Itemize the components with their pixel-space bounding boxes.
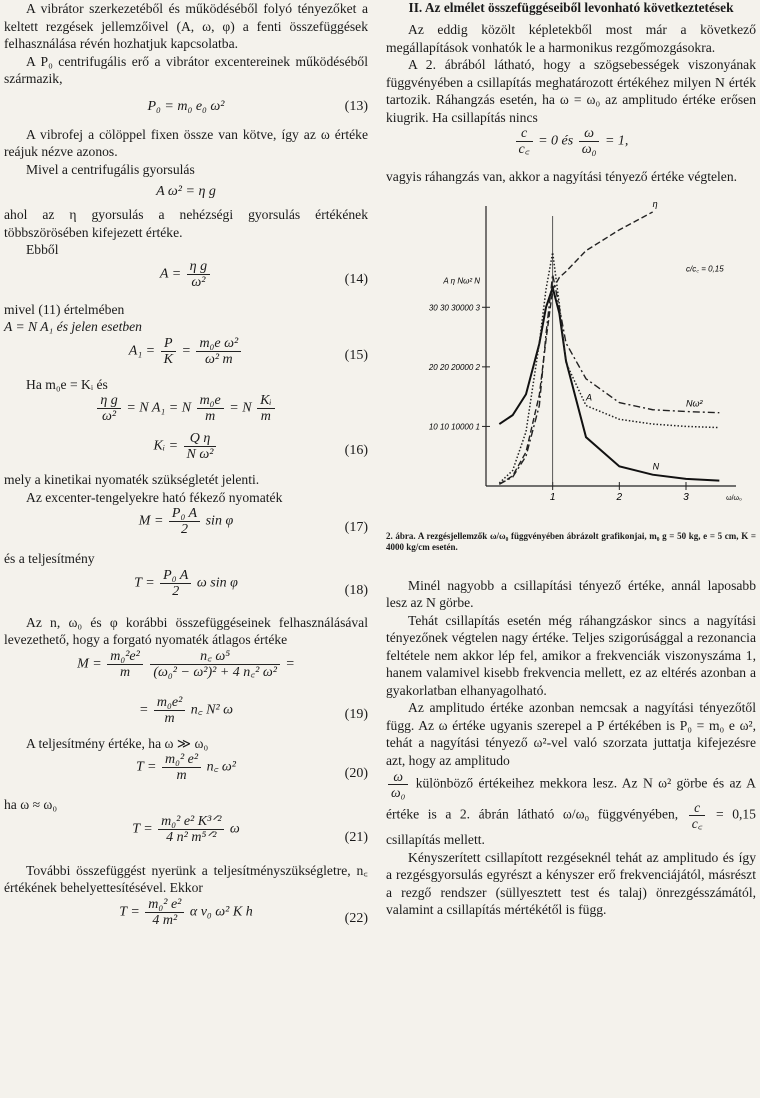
x-tick-label: 2	[616, 491, 623, 503]
paragraph: Kényszerített csillapított rezgéseknél tehát az amplitudo és így a rezgésgyorsulás egyrészt a kényszer erő frekvenciájától, másrészt a rezgő rendszer (süllyesztett test és talaj) önrezgésszámától, valamint a csillapítás mértékétől is függ.	[386, 849, 756, 917]
paragraph: mivel (11) értelmében	[4, 301, 125, 317]
paragraph: A teljesítmény értéke, ha ω ≫ ω₀	[26, 735, 209, 751]
equation-ki: $\frac{\text{η g}}{\text{ω²}}$ = N A₁ = N $\frac{\text{m₀e}}{m}$ = N $\frac{\text{Kᵢ}}{m}$	[4, 393, 368, 431]
resonance-chart	[386, 186, 756, 526]
y-tick-label: 20 20 20000 2	[428, 362, 480, 372]
paragraph: Az excenter-tengelyekre ható fékező nyomaték	[26, 489, 283, 505]
equation-no-damping: $\frac{c}{c꜀}$ = 0 és $\frac{\omega}{\text{ω₀}}$ = 1,	[386, 126, 756, 168]
equation-19: = $\frac{\text{m₀e²}}{m}$ n꜀ N² ω (19)	[138, 694, 368, 726]
series-label: A	[586, 392, 593, 403]
y-tick-label: 10 10 10000 1	[428, 421, 480, 431]
series-line-n-omega2	[499, 274, 719, 484]
figure-caption: 2. ábra. A rezgésjellemzők ω/ω₀ függvényében ábrázolt grafikonjai, m₀ g = 50 kg, e = 5 cm, K = 4000 kg/cm esetén.	[386, 530, 756, 552]
paragraph: Ebből	[26, 242, 59, 257]
y-axis-header: A η Nω² N	[443, 275, 480, 285]
x-axis-label: ω/ω₀	[726, 494, 742, 502]
paragraph: További összefüggést nyerünk a teljesítményszükségletre, n꜀ értékének behelyettesítésével. Ekkor	[4, 862, 368, 895]
paragraph: A vibrofej a cölöppel fixen össze van kötve, így az ω értéke reájuk nézve azonos.	[4, 126, 368, 159]
paragraph: A P₀ centrifugális erő a vibrátor excentereinek működéséből származik,	[4, 53, 368, 86]
equation-15: A₁ = $\frac{P}{K}$ = $\frac{\text{m₀e ω²}}{\text{ω² m}}$ (15)	[128, 335, 368, 367]
equation-21: T = $\frac{\text{m₀² e² K³ᐟ²}}{\text{4 n² m⁵ᐟ²}}$ ω (21)	[132, 813, 368, 845]
x-tick-label: 3	[683, 491, 689, 503]
series-label: Nω²	[686, 398, 703, 409]
paragraph: Az amplitudo értéke azonban nemcsak a nagyítási tényezőtől függ. Az ω értéke ugyanis szerepel a P értékében is P₀ = m₀ e ω², tehát a nagyítási tényező ω²-vel való szorzata juttatja kifejezésre azt, hogy az amplitudo	[386, 700, 756, 768]
paragraph: A 2. ábrából látható, hogy a szögsebességek viszonyának függvényében a csillapítás meghatározott értékéhez milyen N érték tartozik. Ráhangzás esetén, ha ω = ω₀ az amplitudo értéke erősen kiugrik. Ha csillapítás nincs	[386, 57, 756, 125]
equation-16: Kᵢ = $\frac{\text{Q η}}{\text{N ω²}}$ (16)	[153, 431, 368, 462]
equation-13: P₀ = m₀ e₀ ω² (13)	[147, 98, 368, 114]
section-heading: II. Az elmélet összefüggéseiből levonható következtetések	[408, 0, 734, 15]
equation-M: M = $\frac{\text{m₀²e²}}{m}$ $\frac{\text{n꜀ ω⁵}}{\text{(ω₀² − ω²)² + 4 n꜀² ω²}}$ =	[77, 648, 295, 680]
equation-22: T = $\frac{\text{m₀² e²}}{\text{4 m²}}$ α ν₀ ω² K h (22)	[119, 896, 368, 928]
right-column	[386, 0, 756, 919]
paragraph: vagyis ráhangzás van, akkor a nagyítási tényező értéke végtelen.	[386, 169, 738, 184]
series-label: η	[652, 198, 658, 209]
equation-17: M = $\frac{\text{P₀ A}}{2}$ sin φ (17)	[138, 506, 368, 537]
paragraph: Az n, ω₀ és φ korábbi összefüggéseinek felhasználásával levezethető, hogy a forgató nyomaték átlagos értéke	[4, 614, 368, 647]
equation-acceleration: A ω² = η g	[156, 184, 216, 199]
y-tick-label: 30 30 30000 3	[428, 302, 480, 312]
paragraph: ahol az η gyorsulás a nehézségi gyorsulás értékének többszörösében kifejezett értéke.	[4, 207, 368, 240]
paragraph: Ha m₀e = Kᵢ és	[26, 376, 108, 392]
series-line-n	[499, 287, 719, 480]
equation-14: A = $\frac{\text{η g}}{\text{ω²}}$ (14)	[159, 258, 368, 290]
paragraph: Minél nagyobb a csillapítási tényező értéke, annál laposabb lesz az N görbe.	[386, 577, 756, 610]
paragraph: A = N A₁ és jelen esetben	[4, 319, 142, 334]
paragraph: ha ω ≈ ω₀	[4, 797, 58, 812]
equation-18: T = $\frac{\text{P₀ A}}{2}$ ω sin φ (18)	[134, 567, 368, 599]
paragraph: Az eddig közölt képletekből most már a következő megállapítások vonhatók le a harmonikus rezgőmozgásokra.	[386, 22, 756, 55]
damping-label: c/c꜀ = 0,15	[686, 264, 724, 274]
paragraph: Tehát csillapítás esetén még ráhangzáskor sincs a nagyítási tényezőnek végtelen nagy értéke. Teljes szigorúsággal a rezonancia feltétele nem akkor lép fel, amikor a frekvenciák viszonyszáma 1, hanem valamivel kisebb frekvencia mellett, ez az eltérés azonban a gyakorlatban elhanyagolható.	[386, 612, 756, 698]
paragraph: A vibrátor szerkezetéből és működéséből folyó tényezőket a keltett rezgések jellemzőivel (A, ω, φ) a fenti összefüggések felhasználása révén hozhatjuk kapcsolatba.	[4, 1, 368, 51]
series-label: N	[652, 461, 660, 472]
paragraph: $\frac{\omega}{\text{ω₀}}$ különböző értékeihez mekkora lesz. Az N ω² görbe és az A értéke is a 2. ábrán látható ω/ω₀ függvényében, $\frac{c}{c꜀}$ = 0,15 csillapítás mellett.	[386, 769, 757, 847]
paragraph: Mivel a centrifugális gyorsulás	[26, 161, 195, 177]
equation-20: T = $\frac{\text{m₀² e²}}{m}$ n꜀ ω² (20)	[135, 752, 368, 783]
series-line-eta	[499, 211, 652, 483]
x-tick-label: 1	[549, 491, 556, 503]
left-column	[4, 0, 368, 941]
paragraph: és a teljesítmény	[4, 551, 95, 566]
paragraph: mely a kinetikai nyomaték szükségletét jelenti.	[4, 472, 260, 487]
